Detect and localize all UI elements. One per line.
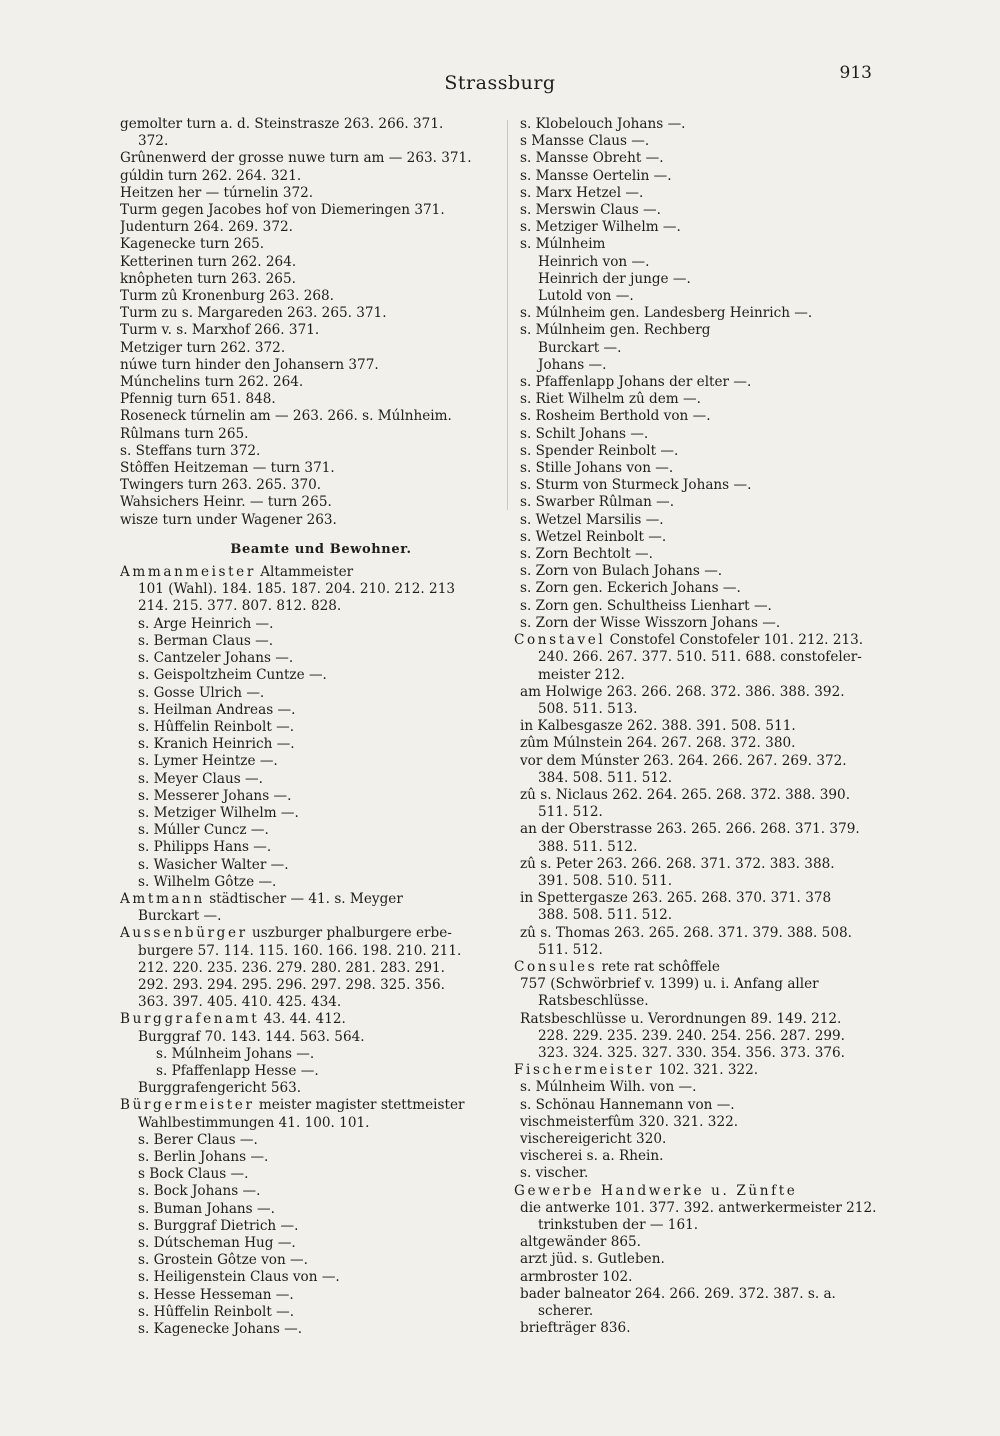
section-heading: Beamte und Bewohner. xyxy=(230,541,412,557)
index-line xyxy=(520,168,920,185)
index-text: s. Zorn von Bulach Johans —. xyxy=(520,563,723,580)
index-line xyxy=(520,649,920,666)
index-line xyxy=(120,960,492,977)
index-line xyxy=(520,1148,920,1165)
index-line xyxy=(120,1287,492,1304)
index-text: Heinrich von —. xyxy=(538,253,650,270)
index-heading: Constavel xyxy=(514,632,606,649)
index-line xyxy=(120,1149,492,1166)
index-line xyxy=(120,736,492,753)
index-line xyxy=(120,719,492,736)
index-text: s. Múlnheim xyxy=(520,236,606,253)
index-line xyxy=(120,908,492,925)
index-text: s. Metziger Wilhelm —. xyxy=(520,219,681,236)
index-line xyxy=(520,116,920,133)
index-line xyxy=(520,856,920,873)
index-line xyxy=(120,133,492,150)
index-line xyxy=(520,787,920,804)
index-text: s. Cantzeler Johans —. xyxy=(138,650,294,667)
index-line xyxy=(520,494,920,511)
index-text: s. Wetzel Reinbolt —. xyxy=(520,528,667,545)
index-text: s. Múller Cuncz —. xyxy=(138,822,269,839)
index-line xyxy=(120,891,492,908)
index-line xyxy=(520,873,920,890)
index-line xyxy=(520,1011,920,1028)
index-line xyxy=(120,1132,492,1149)
index-text: s. Kranich Heinrich —. xyxy=(138,736,295,753)
index-line xyxy=(520,408,920,425)
index-line xyxy=(120,1029,492,1046)
index-text: 363. 397. 405. 410. 425. 434. xyxy=(138,994,342,1011)
index-text: Rûlmans turn 265. xyxy=(120,425,249,442)
index-text: 101 (Wahl). 184. 185. 187. 204. 210. 212. 213 xyxy=(138,581,455,598)
index-line xyxy=(120,322,492,339)
index-text: städtischer — 41. s. Meyger xyxy=(204,890,403,907)
index-line xyxy=(520,1131,920,1148)
index-line xyxy=(520,701,920,718)
index-line xyxy=(514,959,920,976)
index-line xyxy=(120,460,492,477)
index-line xyxy=(520,1045,920,1062)
index-text: knôpheten turn 263. 265. xyxy=(120,270,296,287)
tower-entries xyxy=(120,116,492,529)
index-line xyxy=(520,976,920,993)
index-line xyxy=(120,150,492,167)
index-text: gúldin turn 262. 264. 321. xyxy=(120,167,302,184)
index-text: 292. 293. 294. 295. 296. 297. 298. 325. 356. xyxy=(138,976,445,993)
index-text: meister magister stettmeister xyxy=(254,1097,465,1114)
index-text: s. Zorn gen. Eckerich Johans —. xyxy=(520,580,741,597)
index-line xyxy=(120,1321,492,1338)
index-line xyxy=(520,942,920,959)
index-text: s. Messerer Johans —. xyxy=(138,787,292,804)
index-text: armbroster 102. xyxy=(520,1268,633,1285)
index-line xyxy=(120,753,492,770)
index-text: Burckart —. xyxy=(538,339,622,356)
index-text: s. Schilt Johans —. xyxy=(520,425,649,442)
index-text: Grûnenwerd der grosse nuwe turn am — 263. 371. xyxy=(120,150,472,167)
index-text: s. Pfaffenlapp Hesse —. xyxy=(156,1062,319,1079)
index-text: 43. 44. 412. xyxy=(259,1011,346,1028)
index-line xyxy=(120,374,492,391)
index-text: s. Wasicher Walter —. xyxy=(138,856,289,873)
index-text: Judenturn 264. 269. 372. xyxy=(120,219,293,236)
index-heading: Burggrafenamt xyxy=(120,1011,260,1028)
index-text: 384. 508. 511. 512. xyxy=(538,769,673,786)
index-text: s. Pfaffenlapp Johans der elter —. xyxy=(520,374,752,391)
right-entries xyxy=(514,116,920,1337)
index-line xyxy=(120,391,492,408)
index-text: an der Oberstrasse 263. 265. 266. 268. 371. 379. xyxy=(520,821,860,838)
index-text: burgere 57. 114. 115. 160. 166. 198. 210. 211. xyxy=(138,942,462,959)
left-column xyxy=(120,116,492,1338)
index-line xyxy=(520,1269,920,1286)
index-text: 212. 220. 235. 236. 279. 280. 281. 283. 291. xyxy=(138,959,445,976)
index-line xyxy=(520,254,920,271)
index-text: Metziger turn 262. 372. xyxy=(120,339,286,356)
index-line xyxy=(120,1183,492,1200)
index-text: gemolter turn a. d. Steinstrasze 263. 266. 371. xyxy=(120,116,444,132)
index-line xyxy=(520,1234,920,1251)
running-title: Strassburg xyxy=(444,72,556,94)
index-line xyxy=(520,1165,920,1182)
index-line xyxy=(120,925,492,942)
index-text: Lutold von —. xyxy=(538,288,634,305)
index-line xyxy=(120,977,492,994)
index-line xyxy=(520,925,920,942)
index-line xyxy=(120,1166,492,1183)
index-line xyxy=(520,1114,920,1131)
index-line xyxy=(520,1097,920,1114)
index-text: altgewänder 865. xyxy=(520,1234,641,1251)
index-text: vischmeisterfûm 320. 321. 322. xyxy=(520,1113,739,1130)
index-line xyxy=(120,857,492,874)
index-text: s. Wilhelm Gôtze —. xyxy=(138,873,277,890)
index-line xyxy=(120,1080,492,1097)
index-text: s. Wetzel Marsilis —. xyxy=(520,511,664,528)
index-text: 323. 324. 325. 327. 330. 354. 356. 373. 376. xyxy=(538,1044,845,1061)
index-text: s. Heilman Andreas —. xyxy=(138,701,296,718)
index-text: Turm gegen Jacobes hof von Diemeringen 371. xyxy=(120,202,445,219)
index-line xyxy=(520,718,920,735)
index-line xyxy=(120,254,492,271)
index-line xyxy=(514,1062,920,1079)
index-line xyxy=(520,546,920,563)
index-text: Kagenecke turn 265. xyxy=(120,236,265,253)
index-text: s. Bock Johans —. xyxy=(138,1183,261,1200)
index-text: 240. 266. 267. 377. 510. 511. 688. constofeler- xyxy=(538,649,862,666)
index-line xyxy=(120,598,492,615)
index-text: s. Hûffelin Reinbolt —. xyxy=(138,1303,295,1320)
index-line xyxy=(520,374,920,391)
index-line xyxy=(120,1097,492,1114)
index-text: s. Zorn Bechtolt —. xyxy=(520,546,653,563)
index-text: Altammeister xyxy=(255,564,354,581)
index-line xyxy=(520,391,920,408)
index-text: s. Grostein Gôtze von —. xyxy=(138,1252,308,1269)
index-text: vischereigericht 320. xyxy=(520,1130,667,1147)
index-line xyxy=(520,529,920,546)
index-text: 102. 321. 322. xyxy=(654,1062,759,1079)
index-line xyxy=(120,426,492,443)
index-text: s. Rosheim Berthold von —. xyxy=(520,408,711,425)
index-text: s. Lymer Heintze —. xyxy=(138,753,278,770)
index-text: Stôffen Heitzeman — turn 371. xyxy=(120,460,335,477)
index-heading: Amtmann xyxy=(120,890,205,907)
index-line xyxy=(520,236,920,253)
index-text: s. Hesse Hesseman —. xyxy=(138,1286,294,1303)
index-line xyxy=(520,1079,920,1096)
index-line xyxy=(120,185,492,202)
index-text: s Bock Claus —. xyxy=(138,1166,249,1183)
index-text: 757 (Schwörbrief v. 1399) u. i. Anfang aller xyxy=(520,976,819,993)
index-text: zû s. Niclaus 262. 264. 265. 268. 372. 388. 390. xyxy=(520,786,851,803)
page-header xyxy=(0,63,1000,102)
index-text: zûm Múlnstein 264. 267. 268. 372. 380. xyxy=(520,735,796,752)
index-line xyxy=(520,1286,920,1303)
index-text: rete rat schôffele xyxy=(597,958,720,975)
index-line xyxy=(120,616,492,633)
index-text: zû s. Thomas 263. 265. 268. 371. 379. 388. 508. xyxy=(520,924,852,941)
index-text: die antwerke 101. 377. 392. antwerkermeister 212. xyxy=(520,1199,877,1216)
index-line xyxy=(120,994,492,1011)
index-line xyxy=(120,805,492,822)
index-text: Ratsbeschlüsse. xyxy=(538,993,649,1010)
index-line xyxy=(120,650,492,667)
index-text: trinkstuben der — 161. xyxy=(538,1217,699,1233)
index-line xyxy=(120,839,492,856)
index-heading: Bürgermeister xyxy=(120,1097,255,1114)
index-line xyxy=(120,219,492,236)
index-text: s. Zorn gen. Schultheiss Lienhart —. xyxy=(520,597,772,614)
index-line xyxy=(120,788,492,805)
index-line xyxy=(120,168,492,185)
index-heading: Gewerbe Handwerke u. Zünfte xyxy=(514,1182,798,1199)
index-line xyxy=(120,1235,492,1252)
index-text: briefträger 836. xyxy=(520,1320,631,1337)
index-line xyxy=(120,305,492,322)
index-line xyxy=(520,426,920,443)
index-text: s. Klobelouch Johans —. xyxy=(520,116,686,132)
index-text: s. Meyer Claus —. xyxy=(138,770,263,787)
index-line xyxy=(520,804,920,821)
index-line xyxy=(520,322,920,339)
index-line xyxy=(520,357,920,374)
index-text: s. Schönau Hannemann von —. xyxy=(520,1096,735,1113)
index-text: in Kalbesgasze 262. 388. 391. 508. 511. xyxy=(520,718,796,735)
index-text: s. Geispoltzheim Cuntze —. xyxy=(138,667,327,684)
index-text: 214. 215. 377. 807. 812. 828. xyxy=(138,598,342,615)
index-text: s. Philipps Hans —. xyxy=(138,839,272,856)
index-line xyxy=(520,563,920,580)
index-text: s. Arge Heinrich —. xyxy=(138,615,274,632)
index-text: vischerei s. a. Rhein. xyxy=(520,1148,664,1165)
index-text: 228. 229. 235. 239. 240. 254. 256. 287. 299. xyxy=(538,1027,845,1044)
index-line xyxy=(520,185,920,202)
index-text: Turm v. s. Marxhof 266. 371. xyxy=(120,322,320,339)
index-text: wisze turn under Wagener 263. xyxy=(120,511,337,528)
index-text: in Spettergasze 263. 265. 268. 370. 371. 378 xyxy=(520,890,832,907)
index-text: zû s. Peter 263. 266. 268. 371. 372. 383. 388. xyxy=(520,855,835,872)
index-line xyxy=(520,150,920,167)
index-text: s. Dútscheman Hug —. xyxy=(138,1235,296,1251)
index-line xyxy=(520,1320,920,1337)
index-text: Turm zu s. Margareden 263. 265. 371. xyxy=(120,305,387,322)
index-text: s. Múlnheim gen. Landesberg Heinrich —. xyxy=(520,305,813,322)
index-text: 391. 508. 510. 511. xyxy=(538,872,673,889)
index-line xyxy=(520,477,920,494)
index-line xyxy=(514,1183,920,1200)
index-line xyxy=(120,1115,492,1132)
index-line xyxy=(520,821,920,838)
index-text: s. Múlnheim Wilh. von —. xyxy=(520,1079,697,1096)
index-text: s. Kagenecke Johans —. xyxy=(138,1321,303,1338)
index-text: s. Riet Wilhelm zû dem —. xyxy=(520,391,701,408)
index-text: Heinrich der junge —. xyxy=(538,270,691,287)
index-text: s. Berman Claus —. xyxy=(138,632,274,649)
right-column xyxy=(514,116,920,1337)
index-text: 511. 512. xyxy=(538,941,603,958)
index-text: Twingers turn 263. 265. 370. xyxy=(120,477,322,494)
index-line xyxy=(520,288,920,305)
index-line xyxy=(120,1218,492,1235)
official-entries xyxy=(120,564,492,1338)
index-text: 388. 508. 511. 512. xyxy=(538,907,673,924)
index-text: Burckart —. xyxy=(138,908,222,925)
index-line xyxy=(520,340,920,357)
index-line xyxy=(520,1028,920,1045)
index-text: s Mansse Claus —. xyxy=(520,133,650,150)
index-text: s. Múlnheim Johans —. xyxy=(156,1045,315,1062)
index-line xyxy=(120,202,492,219)
index-line xyxy=(520,1303,920,1320)
index-line xyxy=(520,460,920,477)
index-text: s. Marx Hetzel —. xyxy=(520,184,644,201)
index-line xyxy=(120,512,492,529)
index-text: vor dem Múnster 263. 264. 266. 267. 269. 372. xyxy=(520,752,847,769)
index-line xyxy=(120,874,492,891)
index-text: s. Hûffelin Reinbolt —. xyxy=(138,718,295,735)
index-line xyxy=(520,1200,920,1217)
index-text: 508. 511. 513. xyxy=(538,700,638,717)
index-text: Burggrafengericht 563. xyxy=(138,1080,302,1097)
index-text: Pfennig turn 651. 848. xyxy=(120,391,276,408)
index-line xyxy=(514,632,920,649)
index-line xyxy=(120,1046,492,1063)
page-number: 913 xyxy=(839,63,872,83)
index-line xyxy=(520,271,920,288)
index-text: Roseneck túrnelin am — 263. 266. s. Múlnheim. xyxy=(120,408,452,425)
index-text: Wahsichers Heinr. — turn 265. xyxy=(120,494,332,511)
index-text: s. Mansse Oertelin —. xyxy=(520,167,672,184)
index-text: 388. 511. 512. xyxy=(538,838,638,855)
index-line xyxy=(120,1011,492,1028)
index-line xyxy=(120,340,492,357)
index-line xyxy=(520,770,920,787)
index-line xyxy=(120,236,492,253)
index-text: Ratsbeschlüsse u. Verordnungen 89. 149. 212. xyxy=(520,1010,842,1027)
index-text: Burggraf 70. 143. 144. 563. 564. xyxy=(138,1028,365,1045)
index-line xyxy=(520,684,920,701)
index-text: s. Steffans turn 372. xyxy=(120,442,261,459)
index-line xyxy=(120,271,492,288)
index-text: s. Berer Claus —. xyxy=(138,1131,258,1148)
index-text: s. Múlnheim gen. Rechberg xyxy=(520,322,711,339)
index-text: bader balneator 264. 266. 269. 372. 387. s. a. xyxy=(520,1285,836,1302)
index-line xyxy=(520,735,920,752)
index-text: arzt jüd. s. Gutleben. xyxy=(520,1251,665,1268)
index-text: am Holwige 263. 266. 268. 372. 386. 388. 392. xyxy=(520,683,845,700)
index-text: s. Berlin Johans —. xyxy=(138,1148,269,1165)
index-line xyxy=(520,839,920,856)
index-text: 372. xyxy=(138,133,169,150)
index-line xyxy=(520,667,920,684)
index-line xyxy=(520,1251,920,1268)
index-heading: Aussenbürger xyxy=(120,925,248,942)
index-line xyxy=(120,633,492,650)
index-heading: Fischermeister xyxy=(514,1062,655,1079)
index-line xyxy=(120,822,492,839)
index-line xyxy=(120,564,492,581)
index-text: s. Merswin Claus —. xyxy=(520,202,661,219)
index-text: s. Stille Johans von —. xyxy=(520,460,674,477)
index-line xyxy=(120,771,492,788)
index-line xyxy=(120,443,492,460)
index-heading: Ammanmeister xyxy=(120,564,256,581)
index-text: s. Zorn der Wisse Wisszorn Johans —. xyxy=(520,614,781,631)
index-text: 511. 512. xyxy=(538,804,603,821)
index-text: s. Metziger Wilhelm —. xyxy=(138,804,299,821)
index-line xyxy=(520,202,920,219)
index-line xyxy=(120,288,492,305)
index-line xyxy=(120,1304,492,1321)
index-text: s. vischer. xyxy=(520,1165,589,1182)
index-line xyxy=(120,943,492,960)
index-text: uszburger phalburgere erbe- xyxy=(247,925,452,942)
index-line xyxy=(520,133,920,150)
index-line xyxy=(120,477,492,494)
index-text: s. Mansse Obreht —. xyxy=(520,150,664,167)
index-text: s. Burggraf Dietrich —. xyxy=(138,1217,299,1234)
index-text: Ketterinen turn 262. 264. xyxy=(120,253,297,270)
index-text: núwe turn hinder den Johansern 377. xyxy=(120,356,379,373)
index-text: s. Buman Johans —. xyxy=(138,1200,275,1217)
index-text: meister 212. xyxy=(538,666,625,683)
index-line xyxy=(520,753,920,770)
index-line xyxy=(120,581,492,598)
index-line xyxy=(520,1217,920,1234)
index-text: Wahlbestimmungen 41. 100. 101. xyxy=(138,1114,370,1131)
index-line xyxy=(520,890,920,907)
index-line xyxy=(520,580,920,597)
index-text: s. Sturm von Sturmeck Johans —. xyxy=(520,477,752,494)
index-heading: Consules xyxy=(514,958,598,975)
index-text: s. Gosse Ulrich —. xyxy=(138,684,265,701)
index-text: Turm zû Kronenburg 263. 268. xyxy=(120,288,334,305)
index-text: scherer. xyxy=(538,1303,594,1320)
index-line xyxy=(120,408,492,425)
index-line xyxy=(520,598,920,615)
index-line xyxy=(120,116,492,133)
index-line xyxy=(120,685,492,702)
index-text: Johans —. xyxy=(538,356,607,373)
index-text: s. Spender Reinbolt —. xyxy=(520,442,679,459)
index-text: s. Heiligenstein Claus von —. xyxy=(138,1269,340,1286)
index-line xyxy=(520,615,920,632)
index-text: Constofel Constofeler 101. 212. 213. xyxy=(605,632,864,649)
index-line xyxy=(120,494,492,511)
index-line xyxy=(120,1063,492,1080)
index-line xyxy=(520,219,920,236)
index-line xyxy=(120,1252,492,1269)
index-line xyxy=(120,702,492,719)
index-line xyxy=(520,993,920,1010)
index-line xyxy=(120,1269,492,1286)
index-text: Múnchelins turn 262. 264. xyxy=(120,374,304,391)
column-divider xyxy=(507,120,508,510)
index-line xyxy=(520,512,920,529)
index-line xyxy=(520,443,920,460)
index-line xyxy=(120,357,492,374)
index-line xyxy=(120,667,492,684)
index-line xyxy=(120,1201,492,1218)
index-text: s. Swarber Rûlman —. xyxy=(520,494,675,511)
index-line xyxy=(520,907,920,924)
index-line xyxy=(520,305,920,322)
index-text: Heitzen her — túrnelin 372. xyxy=(120,184,314,201)
